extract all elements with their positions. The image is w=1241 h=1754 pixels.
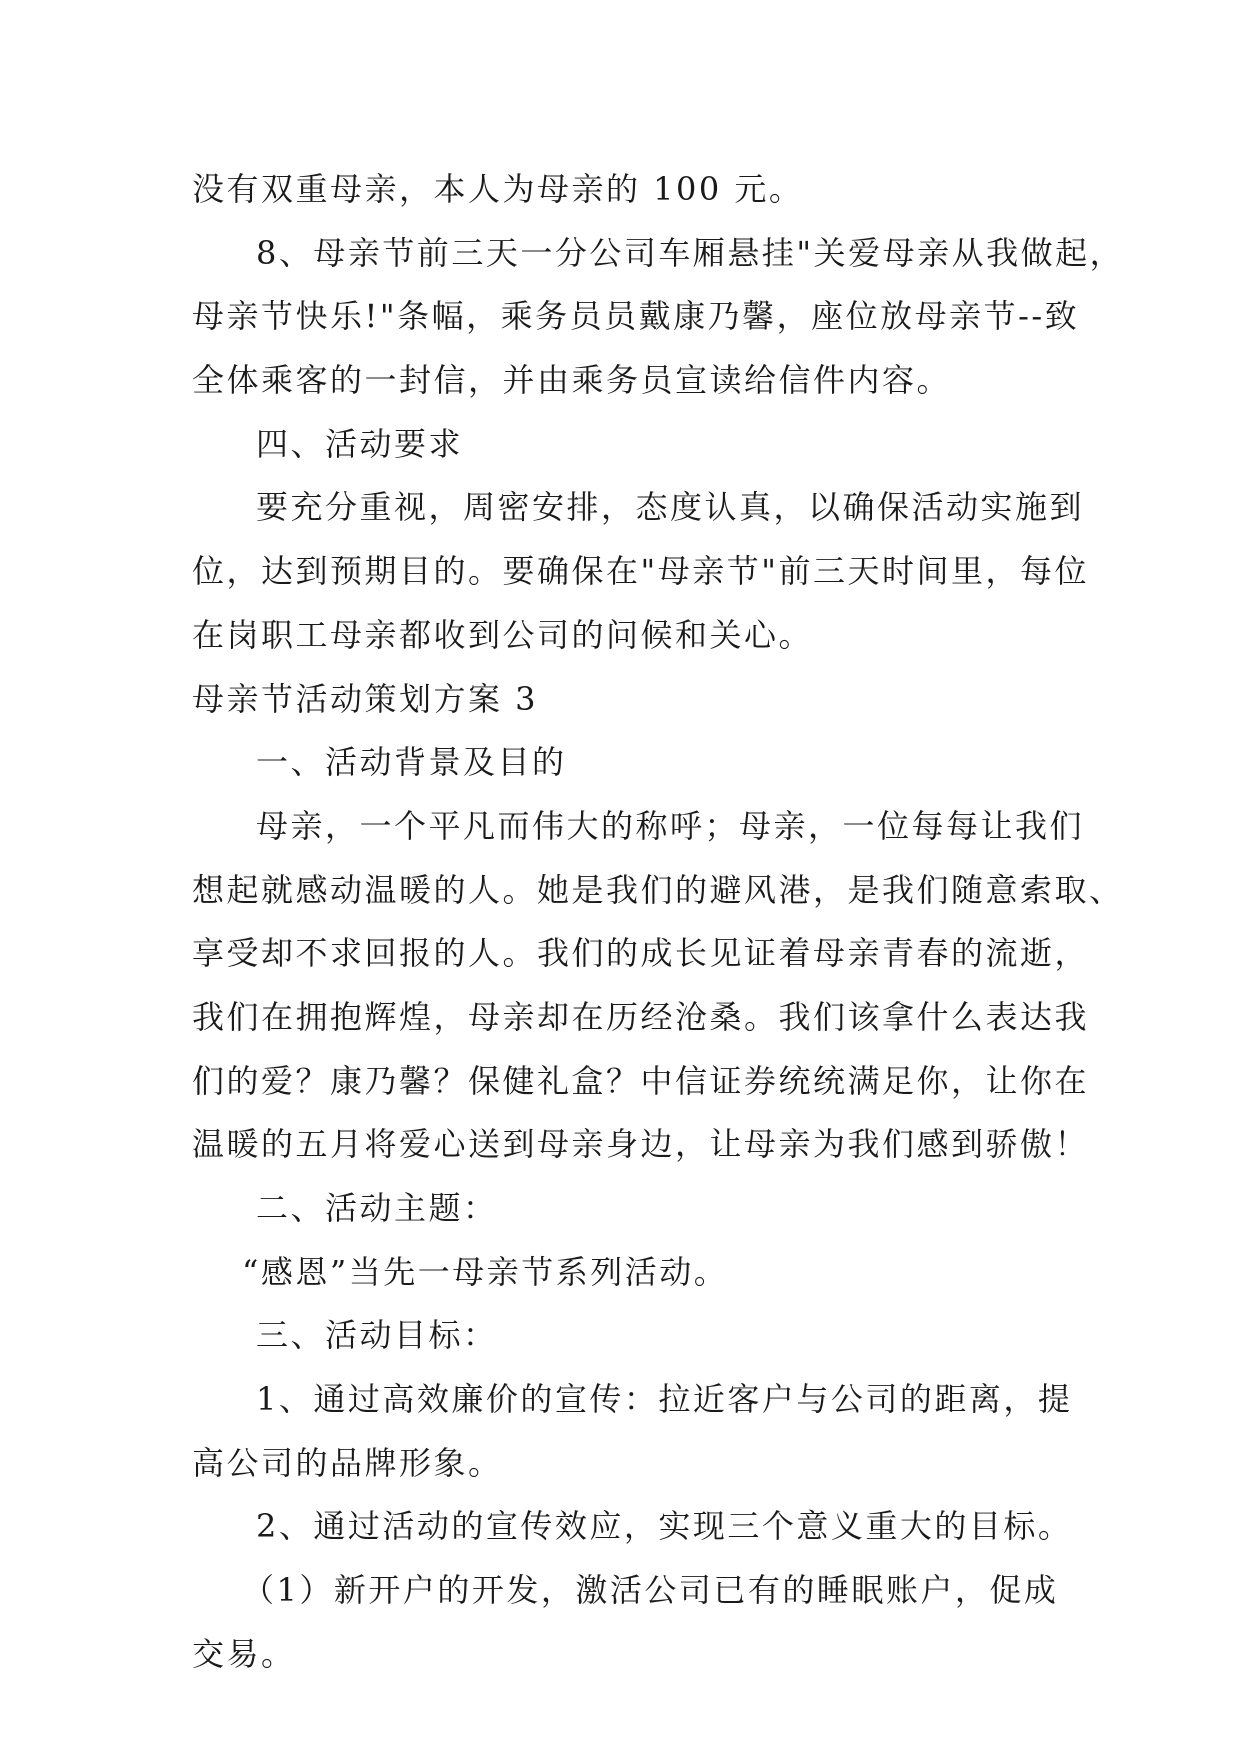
paragraph-line: 母亲节快乐!"条幅，乘务员员戴康乃馨，座位放母亲节--致 <box>192 297 1080 336</box>
paragraph-line: 2、通过活动的宣传效应，实现三个意义重大的目标。 <box>256 1507 1073 1546</box>
paragraph-line: 们的爱？康乃馨？保健礼盒？中信证券统统满足你，让你在 <box>192 1061 1090 1100</box>
paragraph-line: 想起就感动温暖的人。她是我们的避风港，是我们随意索取、 <box>192 870 1124 909</box>
section-heading: 二、活动主题： <box>256 1189 498 1227</box>
paragraph-line: 温暖的五月将爱心送到母亲身边，让母亲为我们感到骄傲！ <box>192 1125 1090 1164</box>
document-title: 母亲节活动策划方案 3 <box>192 679 539 718</box>
paragraph-line: 没有双重母亲，本人为母亲的 100 元。 <box>192 170 804 208</box>
paragraph-line: 8、母亲节前三天一分公司车厢悬挂"关爱母亲从我做起， <box>256 233 1125 272</box>
section-heading: 一、活动背景及目的 <box>256 743 567 782</box>
paragraph-line: 我们在拥抱辉煌，母亲却在历经沧桑。我们该拿什么表达我 <box>192 997 1090 1036</box>
document-body <box>192 158 1125 1687</box>
section-heading: 三、活动目标： <box>256 1316 498 1355</box>
paragraph-line: 在岗职工母亲都收到公司的问候和关心。 <box>192 615 814 654</box>
paragraph-line: 要充分重视，周密安排，态度认真，以确保活动实施到 <box>256 488 1085 527</box>
paragraph-line: “感恩”当先一母亲节系列活动。 <box>242 1252 729 1291</box>
paragraph-line: 位，达到预期目的。要确保在"母亲节"前三天时间里，每位 <box>192 552 1089 591</box>
paragraph-line: 高公司的品牌形象。 <box>192 1443 503 1482</box>
paragraph-line: （1）新开户的开发，激活公司已有的睡眠账户，促成 <box>242 1571 1059 1610</box>
paragraph-line: 交易。 <box>192 1634 296 1673</box>
paragraph-line: 1、通过高效廉价的宣传：拉近客户与公司的距离，提 <box>256 1380 1073 1419</box>
paragraph-line: 全体乘客的一封信，并由乘务员宣读给信件内容。 <box>192 361 952 400</box>
section-heading: 四、活动要求 <box>256 424 464 463</box>
paragraph-line: 享受却不求回报的人。我们的成长见证着母亲青春的流逝， <box>192 934 1090 973</box>
paragraph-line: 母亲，一个平凡而伟大的称呼；母亲，一位每每让我们 <box>256 806 1085 845</box>
